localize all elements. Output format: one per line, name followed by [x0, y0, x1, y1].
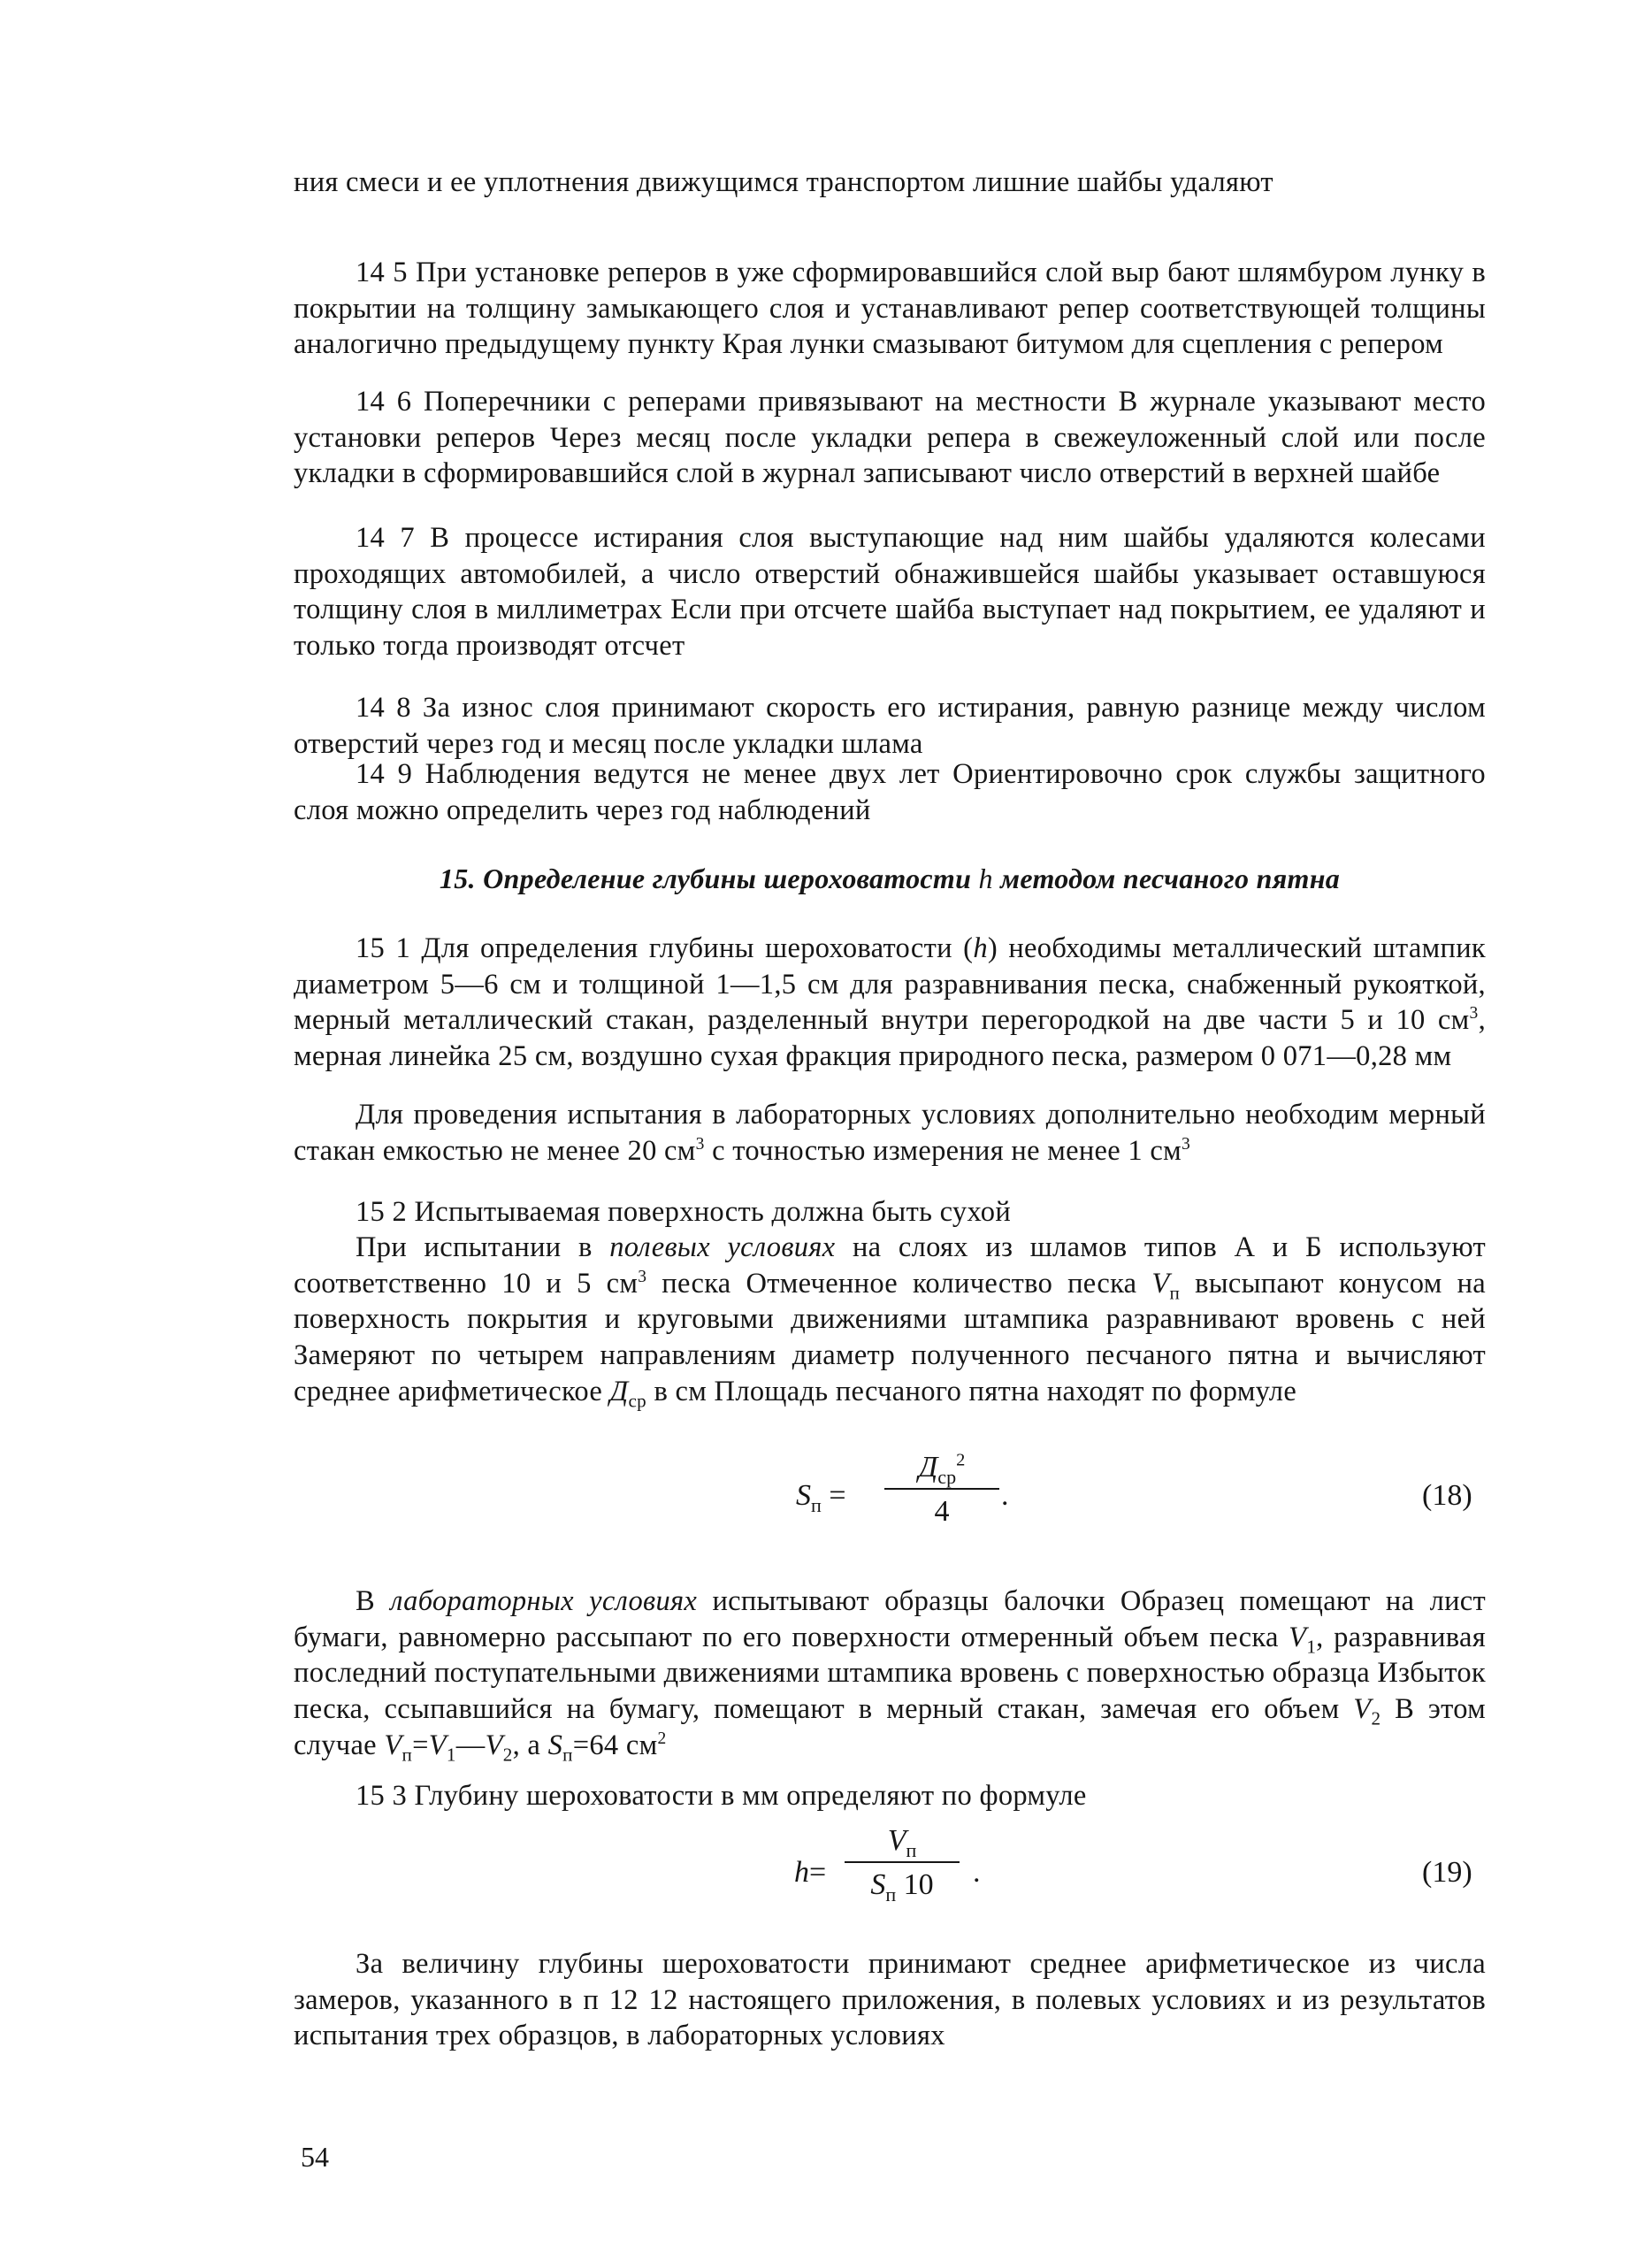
formula-18-lhs: $S_п$ =	[796, 1479, 846, 1516]
formula-18-number: (18)	[1422, 1479, 1472, 1512]
paragraph-15-2: 15 2 Испытываемая поверхность должна быть сухой	[356, 1196, 1012, 1228]
paragraph-continuation: ния смеси и ее уплотнения движущимся транспортом лишние шайбы удаляют	[294, 166, 1273, 198]
section-title-tail: методом песчаного пятна	[1000, 863, 1341, 894]
section-heading	[294, 863, 1486, 895]
paragraph-14-8: 14 8 За износ слоя принимают скорость его истирания, равную разнице между числом отверстий через год и месяц после укладки шлама	[294, 692, 1486, 760]
paragraph-14-5: 14 5 При установке реперов в уже сформировавшийся слой выр бают шлямбуром лунку в покрытии на толщину замыкающего слоя и устанавливают репер соответствующей толщины аналогично предыдущему пункту Края лунки смазывают битумом для сцепления с репером	[294, 257, 1486, 361]
paragraph-lab-conditions: В лабораторных условиях испытывают образцы балочки Образец помещают на лист бумаги, равномерно рассыпают по его поверхности отмеренный объем песка $V_1$, разравнивая последний поступательными движениями штампика вровень с поверхностью образца Избыток песка, ссыпавшийся на бумагу, помещают в мерный стакан, замечая его объем $V_2$ В этом случае $V_п=V_1—V_2$, а $S_п=64$ $см^2$	[294, 1585, 1487, 1765]
formula-18-fraction: $Д_{ср}^2$ 4	[884, 1451, 999, 1529]
formula-19-number: (19)	[1422, 1856, 1472, 1889]
formula-19-lhs: h=	[794, 1856, 827, 1889]
formula-18-period: .	[1001, 1479, 1009, 1512]
paragraph-final: За величину глубины шероховатости принимают среднее арифметическое из числа замеров, указанного в п 12 12 настоящего приложения, в полевых условиях и из результатов испытания трех образцов, в лабораторных условиях	[294, 1948, 1486, 2052]
formula-19-period: .	[973, 1856, 981, 1889]
paragraph-lab-equipment: Для проведения испытания в лабораторных условиях дополнительно необходим мерный стакан емкостью не менее 20 $см^3$ с точностью измерения не менее 1 $см^3$	[294, 1099, 1486, 1167]
paragraph-14-6: 14 6 Поперечники с реперами привязывают на местности В журнале указывают место установки реперов Через месяц после укладки репера в свежеуложенный слой или после укладки в сформировавшийся слой в журнал записывают число отверстий в верхней шайбе	[294, 386, 1486, 490]
paragraph-15-3: 15 3 Глубину шероховатости в мм определяют по формуле	[356, 1780, 1087, 1812]
section-symbol: h	[978, 863, 993, 894]
section-number: 15.	[439, 863, 476, 894]
paragraph-field-conditions: При испытании в полевых условиях на слоях из шламов типов А и Б используют соответственно 10 и 5 $см^3$ песка Отмеченное количество песка $V_п$ высыпают конусом на поверхность покрытия и круговыми движениями штампика разравнивают вровень с ней Замеряют по четырем направлениям диаметр полученного песчаного пятна и вычисляют среднее арифметическое $Д_{ср}$ в см Площадь песчаного пятна находят по формуле	[294, 1231, 1487, 1411]
paragraph-15-1: 15 1 Для определения глубины шероховатости (h) необходимы металлический штампик диаметром 5—6 см и толщиной 1—1,5 см для разравнивания песка, снабженный рукояткой, мерный металлический стакан, разделенный внутри перегородкой на две части 5 и 10 $см^3$, мерная линейка 25 см, воздушно сухая фракция природного песка, размером 0 071—0,28 мм	[294, 932, 1486, 1072]
paragraph-14-7: 14 7 В процессе истирания слоя выступающие над ним шайбы удаляются колесами проходящих автомобилей, а число отверстий обнажившейся шайбы указывает оставшуюся толщину слоя в миллиметрах Если при отсчете шайба выступает над покрытием, ее удаляют и только тогда производят отсчет	[294, 522, 1486, 662]
formula-19-fraction: $V_п$ $S_п$ 10	[845, 1824, 960, 1902]
paragraph-14-9: 14 9 Наблюдения ведутся не менее двух лет Ориентировочно срок службы защитного слоя можно определить через год наблюдений	[294, 758, 1486, 826]
page-number: 54	[301, 2141, 329, 2173]
section-title: Определение глубины шероховатости	[483, 863, 972, 894]
